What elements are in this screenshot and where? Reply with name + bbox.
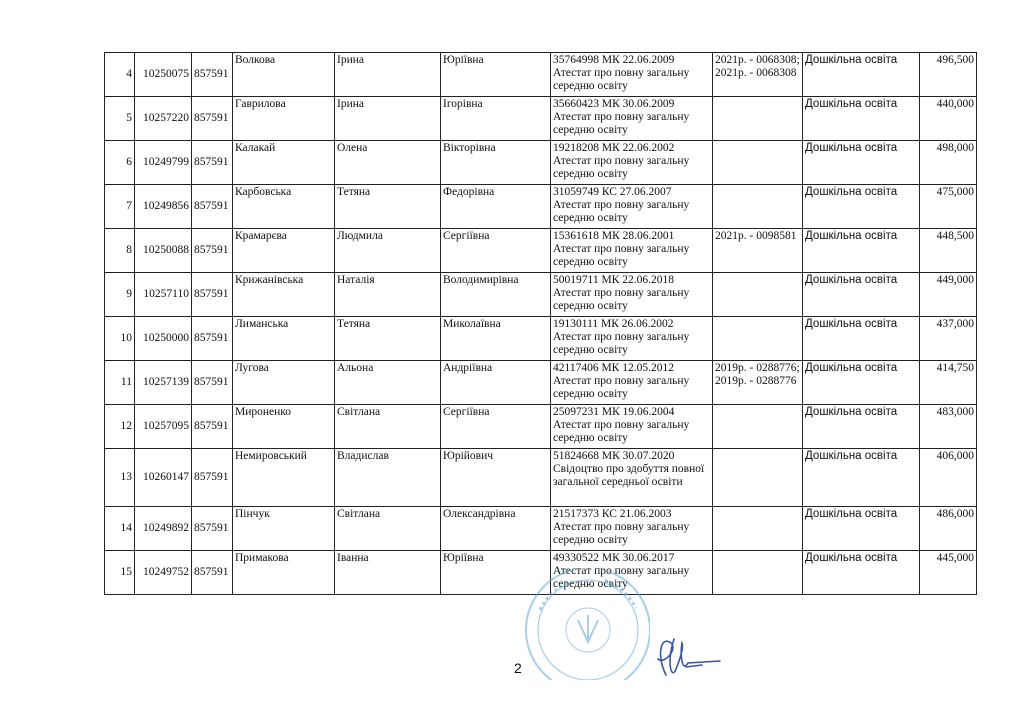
cell-patronymic: Ігорівна [441, 97, 551, 141]
cell-first-name: Ірина [335, 97, 441, 141]
table-row [105, 185, 977, 229]
cell-case-code: 10249799 [135, 141, 192, 185]
cell-education-document: 51824668 МК 30.07.2020 Свідоцтво про здобуття повної загальної середньої освіти [551, 449, 713, 507]
cell-education-document: 49330522 МК 30.06.2017 Атестат про повну загальну середню освіту [551, 551, 713, 595]
cell-row-number: 4 [105, 53, 135, 97]
cell-patronymic: Миколаївна [441, 317, 551, 361]
cell-case-code: 10250000 [135, 317, 192, 361]
cell-patronymic: Сергіївна [441, 405, 551, 449]
cell-row-number: 7 [105, 185, 135, 229]
cell-education-document: 31059749 КС 27.06.2007 Атестат про повну загальну середню освіту [551, 185, 713, 229]
cell-additional-certificates [713, 551, 803, 595]
round-stamp-icon [500, 570, 650, 680]
cell-specialty-code: 857591 [192, 97, 233, 141]
table-row [105, 317, 977, 361]
cell-patronymic: Володимирівна [441, 273, 551, 317]
cell-education-document: 19218208 МК 22.06.2002 Атестат про повну загальну середню освіту [551, 141, 713, 185]
cell-specialty-code: 857591 [192, 361, 233, 405]
cell-education-document: 25097231 МК 19.06.2004 Атестат про повну загальну середню освіту [551, 405, 713, 449]
cell-row-number: 14 [105, 507, 135, 551]
cell-first-name: Світлана [335, 405, 441, 449]
cell-specialty-code: 857591 [192, 405, 233, 449]
cell-specialty-code: 857591 [192, 185, 233, 229]
cell-specialty-name: Дошкільна освіта [803, 449, 920, 507]
cell-first-name: Іванна [335, 551, 441, 595]
cell-first-name: Наталія [335, 273, 441, 317]
cell-row-number: 5 [105, 97, 135, 141]
cell-surname: Немировський [233, 449, 335, 507]
cell-first-name: Тетяна [335, 317, 441, 361]
cell-additional-certificates [713, 185, 803, 229]
cell-first-name: Олена [335, 141, 441, 185]
cell-additional-certificates [713, 141, 803, 185]
applicants-table [104, 52, 977, 595]
cell-specialty-code: 857591 [192, 317, 233, 361]
cell-surname: Волкова [233, 53, 335, 97]
cell-competition-score: 475,000 [920, 185, 977, 229]
cell-patronymic: Вікторівна [441, 141, 551, 185]
cell-surname: Карбовська [233, 185, 335, 229]
cell-additional-certificates [713, 405, 803, 449]
cell-case-code: 10257110 [135, 273, 192, 317]
page-number: 2 [514, 660, 522, 676]
cell-additional-certificates: 2019р. - 0288776; 2019р. - 0288776 [713, 361, 803, 405]
cell-specialty-code: 857591 [192, 449, 233, 507]
cell-specialty-name: Дошкільна освіта [803, 229, 920, 273]
cell-case-code: 10257139 [135, 361, 192, 405]
cell-education-document: 42117406 МК 12.05.2012 Атестат про повну загальну середню освіту [551, 361, 713, 405]
cell-surname: Примакова [233, 551, 335, 595]
cell-patronymic: Юріївна [441, 551, 551, 595]
cell-surname: Гаврилова [233, 97, 335, 141]
cell-education-document: 21517373 КС 21.06.2003 Атестат про повну загальну середню освіту [551, 507, 713, 551]
cell-education-document: 35660423 МК 30.06.2009 Атестат про повну загальну середню освіту [551, 97, 713, 141]
cell-specialty-name: Дошкільна освіта [803, 97, 920, 141]
cell-additional-certificates [713, 273, 803, 317]
cell-first-name: Тетяна [335, 185, 441, 229]
cell-surname: Лугова [233, 361, 335, 405]
cell-patronymic: Юріївна [441, 53, 551, 97]
table-body [105, 53, 977, 595]
cell-competition-score: 498,000 [920, 141, 977, 185]
cell-row-number: 8 [105, 229, 135, 273]
table-row [105, 405, 977, 449]
cell-row-number: 15 [105, 551, 135, 595]
cell-row-number: 6 [105, 141, 135, 185]
cell-row-number: 9 [105, 273, 135, 317]
cell-specialty-name: Дошкільна освіта [803, 141, 920, 185]
cell-case-code: 10257220 [135, 97, 192, 141]
cell-patronymic: Юрійович [441, 449, 551, 507]
cell-surname: Мироненко [233, 405, 335, 449]
cell-first-name: Світлана [335, 507, 441, 551]
cell-additional-certificates: 2021р. - 0068308; 2021р. - 0068308 [713, 53, 803, 97]
cell-competition-score: 486,000 [920, 507, 977, 551]
cell-specialty-name: Дошкільна освіта [803, 551, 920, 595]
cell-additional-certificates [713, 97, 803, 141]
cell-education-document: 50019711 МК 22.06.2018 Атестат про повну загальну середню освіту [551, 273, 713, 317]
signature-icon [636, 625, 726, 685]
cell-competition-score: 445,000 [920, 551, 977, 595]
cell-specialty-name: Дошкільна освіта [803, 361, 920, 405]
cell-competition-score: 448,500 [920, 229, 977, 273]
cell-row-number: 11 [105, 361, 135, 405]
cell-first-name: Людмила [335, 229, 441, 273]
cell-additional-certificates [713, 507, 803, 551]
cell-education-document: 35764998 МК 22.06.2009 Атестат про повну загальну середню освіту [551, 53, 713, 97]
cell-patronymic: Сергіївна [441, 229, 551, 273]
table-row [105, 141, 977, 185]
cell-specialty-name: Дошкільна освіта [803, 507, 920, 551]
cell-competition-score: 483,000 [920, 405, 977, 449]
table-row [105, 273, 977, 317]
cell-specialty-code: 857591 [192, 53, 233, 97]
cell-specialty-code: 857591 [192, 141, 233, 185]
cell-surname: Крамарєва [233, 229, 335, 273]
cell-additional-certificates [713, 449, 803, 507]
cell-first-name: Владислав [335, 449, 441, 507]
cell-case-code: 10249892 [135, 507, 192, 551]
cell-specialty-name: Дошкільна освіта [803, 185, 920, 229]
cell-case-code: 10249752 [135, 551, 192, 595]
cell-education-document: 15361618 МК 28.06.2001 Атестат про повну загальну середню освіту [551, 229, 713, 273]
cell-case-code: 10250075 [135, 53, 192, 97]
cell-competition-score: 496,500 [920, 53, 977, 97]
cell-patronymic: Олександрівна [441, 507, 551, 551]
cell-patronymic: Федорівна [441, 185, 551, 229]
cell-case-code: 10260147 [135, 449, 192, 507]
cell-competition-score: 440,000 [920, 97, 977, 141]
cell-surname: Лиманська [233, 317, 335, 361]
table-row [105, 53, 977, 97]
cell-competition-score: 449,000 [920, 273, 977, 317]
table-row [105, 449, 977, 507]
cell-specialty-name: Дошкільна освіта [803, 273, 920, 317]
cell-specialty-code: 857591 [192, 507, 233, 551]
cell-specialty-name: Дошкільна освіта [803, 317, 920, 361]
cell-first-name: Альона [335, 361, 441, 405]
cell-row-number: 10 [105, 317, 135, 361]
cell-patronymic: Андріївна [441, 361, 551, 405]
cell-competition-score: 414,750 [920, 361, 977, 405]
table-row [105, 229, 977, 273]
cell-specialty-code: 857591 [192, 273, 233, 317]
cell-additional-certificates [713, 317, 803, 361]
cell-education-document: 19130111 МК 26.06.2002 Атестат про повну загальну середню освіту [551, 317, 713, 361]
cell-competition-score: 437,000 [920, 317, 977, 361]
cell-specialty-code: 857591 [192, 551, 233, 595]
cell-surname: Пінчук [233, 507, 335, 551]
cell-case-code: 10257095 [135, 405, 192, 449]
table-row [105, 507, 977, 551]
table-row [105, 361, 977, 405]
cell-additional-certificates: 2021р. - 0098581 [713, 229, 803, 273]
cell-specialty-code: 857591 [192, 229, 233, 273]
table-row [105, 97, 977, 141]
cell-case-code: 10250088 [135, 229, 192, 273]
cell-specialty-name: Дошкільна освіта [803, 405, 920, 449]
cell-specialty-name: Дошкільна освіта [803, 53, 920, 97]
cell-surname: Калакай [233, 141, 335, 185]
cell-first-name: Ірина [335, 53, 441, 97]
cell-competition-score: 406,000 [920, 449, 977, 507]
cell-row-number: 13 [105, 449, 135, 507]
cell-case-code: 10249856 [135, 185, 192, 229]
cell-surname: Крижанівська [233, 273, 335, 317]
cell-row-number: 12 [105, 405, 135, 449]
